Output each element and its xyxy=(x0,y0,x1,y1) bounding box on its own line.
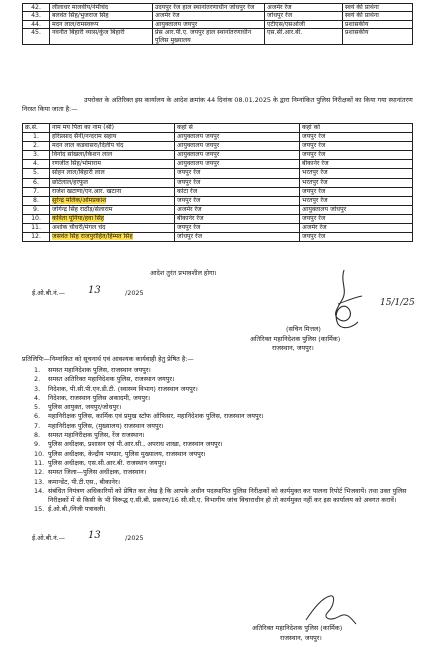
cell-to: जोधपुर रेंज xyxy=(265,12,343,20)
cell-no: 43. xyxy=(23,12,50,20)
highlighted-name: जसवंत सिंह राजपुरोहित/हिम्मत सिंह xyxy=(52,233,133,241)
signatory-designation: अतिरिक्त महानिदेशक पुलिस (कार्मिक) xyxy=(250,335,341,343)
list-item xyxy=(34,412,414,421)
highlighted-name: सुरेन्द्र मलिक/ओमप्रकाश xyxy=(52,196,107,204)
table-row xyxy=(23,133,413,142)
cell-to: जयपुर रेंज xyxy=(300,233,413,242)
cell-no: 2. xyxy=(23,142,50,151)
cell-name xyxy=(50,233,175,242)
list-number: 8. xyxy=(34,431,41,440)
cancelled-transfer-table xyxy=(22,123,413,242)
ref-handwritten-number-2: 13 xyxy=(88,530,101,541)
cell-to: एटीएस/एसओजी xyxy=(265,20,343,28)
list-text: समस्त महानिरीक्षक पुलिस, रेंज राजस्थान। xyxy=(48,431,145,440)
cell-from: जयपुर रेंज xyxy=(175,178,300,187)
cell-no: 6. xyxy=(23,178,50,187)
cell-name: सोहन लाल/बिहारी लाल xyxy=(50,169,175,178)
table-row xyxy=(23,12,413,20)
cell-name: लीलाधर मालवीय/नेमीचंद xyxy=(50,4,153,12)
cell-to: जयपुर रेंज xyxy=(300,187,413,196)
list-number: 5. xyxy=(34,403,41,412)
list-text: निदेशक, पी.सी.पी.एन.डी.टी. (स्वास्थ्य विभाग) राजस्थान जयपुर। xyxy=(48,384,198,393)
table-row xyxy=(23,151,413,160)
cell-from: प्रेस आर.पी.ए. जयपुर हाल स्थानांतरणाधीन पुलिस मुख्यालय xyxy=(153,29,265,45)
header-from: कहां से xyxy=(175,124,300,133)
cell-to: अजमेर रेंज xyxy=(300,224,413,233)
table-header-row xyxy=(23,124,413,133)
cell-name: मदन लाल कडवासरा/दिलीप चंद xyxy=(50,142,175,151)
cell-reason: प्रशासकीय xyxy=(343,20,413,28)
list-text: संबंधित नियंत्रण अधिकारियों को प्रेषित कर लेख है कि आपके अधीन पदस्थापित पुलिस निरीक्षकों को कार्यमुक्त कर पालना रिपोर्ट भिजवायें। तथा उक्त पुलिस निरीक्षकों में से किसी के भी विरूद्ध ए.सी.बी. प्रकरण/16 सी.सी.ए. विभागीय जांच विचाराधीन हो तो कार्यमुक्त नहीं कर इस कार्यालय को अवगत करावें। xyxy=(48,486,407,505)
list-item xyxy=(34,422,414,431)
cell-to: भरतपुर रेंज xyxy=(300,196,413,205)
cell-from: जयपुर रेंज xyxy=(175,196,300,205)
cell-to: जयपुर रेंज xyxy=(300,151,413,160)
copy-recipient-list xyxy=(34,366,414,515)
effective-immediately-line: आदेश तुरंत प्रभावशील होगा। xyxy=(150,269,217,277)
table-row xyxy=(23,169,413,178)
table-row xyxy=(23,196,413,205)
table-row xyxy=(23,233,413,242)
cell-to: जयपुर रेंज xyxy=(300,133,413,142)
list-text: पुलिस अधीक्षक, एस.सी.आर.बी. राजस्थान जयपुर। xyxy=(48,458,167,467)
cell-name: अशोक चौधरी/मंगल चंद xyxy=(50,224,175,233)
table-row xyxy=(23,160,413,169)
cell-name: रणजीत सिंह/भोमाराम xyxy=(50,160,175,169)
list-text: निदेशक, राजस्थान पुलिस अकादमी, जयपुर। xyxy=(48,393,151,402)
cell-no: 42. xyxy=(23,4,50,12)
cell-no: 8. xyxy=(23,196,50,205)
list-number: 6. xyxy=(34,412,41,421)
signature-date: 15/1/25 xyxy=(380,298,415,308)
list-text: पुलिस आयुक्त, जयपुर/जोधपुर। xyxy=(48,403,122,412)
cell-name: मदन लाल/रामस्वरूप xyxy=(50,20,153,28)
list-number: 15. xyxy=(34,505,45,514)
cell-from: जोधपुर रेंज xyxy=(175,233,300,242)
list-text: पुलिस अधीक्षक, केन्द्रीय भण्डार, पुलिस मुख्यालय, राजस्थान जयपुर। xyxy=(48,449,206,458)
list-text: महानिरीक्षक पुलिस, कार्मिक एवं प्रमुख स्टॉफ ऑफिसर, महानिदेशक पुलिस, राजस्थान जयपुर। xyxy=(48,412,264,421)
cell-from: आयुक्तालय जयपुर xyxy=(175,160,300,169)
list-text: समस्त महानिदेशक पुलिस, राजस्थान जयपुर। xyxy=(48,366,151,374)
header-serial: क्र.सं. xyxy=(23,124,50,133)
list-item xyxy=(34,431,414,440)
cell-to: बीकानेर रेंज xyxy=(300,160,413,169)
cell-from: आयुक्तालय जयपुर xyxy=(175,142,300,151)
table-row xyxy=(23,20,413,28)
list-number: 1. xyxy=(34,366,41,374)
table-row xyxy=(23,224,413,233)
cell-from: आयुक्तालय जयपुर xyxy=(153,20,265,28)
cell-no: 45. xyxy=(23,29,50,45)
cell-from: अजमेर रेंज xyxy=(175,205,300,214)
cell-to: जयपुर रेंज xyxy=(300,214,413,223)
list-text: समस्त अतिरिक्त महानिदेशक पुलिस, राजस्थान जयपुर। xyxy=(48,375,175,384)
list-number: 14. xyxy=(34,486,45,495)
cell-name: नवनीत बिहारी व्यास/कुंज बिहारी xyxy=(50,29,153,45)
table-row xyxy=(23,142,413,151)
list-item xyxy=(34,394,414,403)
ref-suffix: /2025 xyxy=(125,289,144,297)
header-name: नाम मय पिता का नाम (श्री) xyxy=(50,124,175,133)
cell-from: अजमेर रेंज xyxy=(153,12,265,20)
cell-no: 44. xyxy=(23,20,50,28)
cell-from: आयुक्तालय जयपुर xyxy=(175,133,300,142)
list-text: समस्त जिला—पुलिस अधीक्षक, राजस्थान। xyxy=(48,468,147,477)
list-item xyxy=(34,505,414,514)
cell-name: विनोद सांखला/किशन लाल xyxy=(50,151,175,160)
cell-no: 1. xyxy=(23,133,50,142)
list-item xyxy=(34,478,414,487)
cell-no: 12. xyxy=(23,233,50,242)
cell-from: जयपुर रेंज xyxy=(175,169,300,178)
transfer-table-continued xyxy=(22,3,413,45)
signatory-place: राजस्थान, जयपुर। xyxy=(272,344,314,352)
signature-mark xyxy=(318,268,374,338)
order-paragraph: उपरोक्त के अतिरिक्त इस कार्यालय के आदेश क्रमांक 44 दिनांक 08.01.2025 के द्वारा निम्नांकित पुलिस निरीक्षकों का किया गया स्थानांतरण निरस्त किया जाता है:— xyxy=(22,96,413,113)
list-text: पुलिस अधीक्षक, प्रशासन एवं पी.आर.सी., अपराध शाखा, राजस्थान जयपुर। xyxy=(48,440,223,449)
list-item xyxy=(34,487,414,506)
list-text: ई.ओ.बी./निजी पत्रावली। xyxy=(48,505,106,514)
list-item xyxy=(34,450,414,459)
cell-to: एस.सी.आर.बी. xyxy=(265,29,343,45)
cell-to: जयपुर रेंज xyxy=(300,142,413,151)
list-text: कमान्डेंट, पी.टी.एस., बीकानेर। xyxy=(48,477,120,486)
list-number: 12. xyxy=(34,468,45,477)
cell-no: 5. xyxy=(23,169,50,178)
cell-no: 9. xyxy=(23,205,50,214)
highlighted-name: कविता पूनिया/हवा सिंह xyxy=(52,214,105,222)
cell-reason: स्वयं की प्रार्थना xyxy=(343,12,413,20)
list-item xyxy=(34,403,414,412)
cell-no: 3. xyxy=(23,151,50,160)
cell-from: आयुक्तालय जयपुर xyxy=(175,151,300,160)
cell-from: उदयपुर रेंज हाल स्थानांतरणाधीन जोधपुर रेंज xyxy=(153,4,265,12)
cell-from: जयपुर रेंज xyxy=(175,224,300,233)
ref-prefix: ई.ओ.बी.नं.— xyxy=(32,289,66,297)
cell-reason: स्वयं की प्रार्थना xyxy=(343,4,413,12)
signatory-name: (सचिन मित्तल) xyxy=(286,325,321,333)
list-number: 4. xyxy=(34,393,41,402)
cell-reason: प्रशासकीय xyxy=(343,29,413,45)
list-number: 10. xyxy=(34,449,45,458)
cell-to: अजमेर रेंज xyxy=(265,4,343,12)
cell-to: भरतपुर रेंज xyxy=(300,178,413,187)
copy-heading: प्रतिलिपिः—निम्नांकित को सूचनार्थ एवं आवश्यक कार्यवाही हेतु प्रेषित है:— xyxy=(22,355,194,363)
ref-suffix-2: /2025 xyxy=(125,534,144,542)
cell-name: बलवंत सिंह/भुजराज सिंह xyxy=(50,12,153,20)
cell-name: जोगेन्द्र सिंह राठौड़/सेलाराम xyxy=(50,205,175,214)
cell-to: आयुक्तालय जोधपुर xyxy=(300,205,413,214)
ref-handwritten-number: 13 xyxy=(88,285,101,296)
cell-name xyxy=(50,214,175,223)
list-text: महानिरीक्षक पुलिस, (मुख्यालय) राजस्थान जयपुर। xyxy=(48,421,164,430)
list-number: 3. xyxy=(34,384,41,393)
signatory2-place: राजस्थान, जयपुर। xyxy=(280,634,322,642)
list-item xyxy=(34,440,414,449)
cell-from: कोटा रेंज xyxy=(175,187,300,196)
list-number: 9. xyxy=(34,440,41,449)
cell-no: 7. xyxy=(23,187,50,196)
cell-no: 4. xyxy=(23,160,50,169)
signatory2-designation: अतिरिक्त महानिदेशक पुलिस (कार्मिक) xyxy=(252,624,343,632)
list-item xyxy=(34,375,414,384)
list-number: 2. xyxy=(34,375,41,384)
list-item xyxy=(34,366,414,375)
ref-prefix-2: ई.ओ.बी.नं.— xyxy=(32,534,66,542)
list-number: 11. xyxy=(34,458,45,467)
cell-name: हरिप्रसाद सैनी/नन्दराम सहाय xyxy=(50,133,175,142)
table-row xyxy=(23,178,413,187)
cell-name: छोटेलाल/हरफूल xyxy=(50,178,175,187)
cell-to: भरतपुर रेंज xyxy=(300,169,413,178)
list-item xyxy=(34,468,414,477)
table-row xyxy=(23,29,413,45)
table-row xyxy=(23,187,413,196)
list-number: 13. xyxy=(34,477,45,486)
cell-from: बीकानेर रेंज xyxy=(175,214,300,223)
list-item xyxy=(34,459,414,468)
cell-name: राजेश खटाणा/एन.आर. खटाना xyxy=(50,187,175,196)
cell-name xyxy=(50,196,175,205)
table-row xyxy=(23,4,413,12)
cell-no: 10. xyxy=(23,214,50,223)
table-row xyxy=(23,214,413,223)
cell-no: 11. xyxy=(23,224,50,233)
table-row xyxy=(23,205,413,214)
list-number: 7. xyxy=(34,421,41,430)
list-item xyxy=(34,385,414,394)
header-to: कहां को xyxy=(300,124,413,133)
